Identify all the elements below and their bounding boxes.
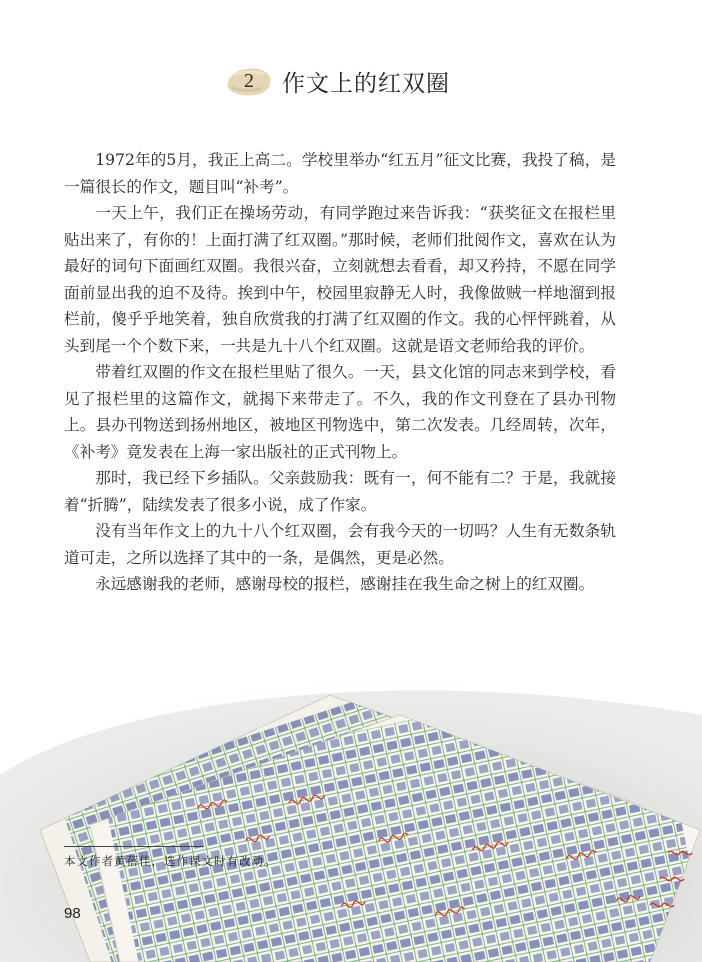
paragraph: 一天上午，我们正在操场劳动，有同学跑过来告诉我：“获奖征文在报栏里贴出来了，有你的！上面打满了红双圈。”那时候，老师们批阅作文，喜欢在认为最好的词句下面画红双圈。我很兴奋，立刻就想去看看，却又矜持，不愿在同学面前显出我的迫不及待。挨到中午，校园里寂静无人时，我像做贼一样地溜到报栏前，傻乎乎地笑着，独自欣赏我的打满了红双圈的作文。我的心怦怦跳着，从头到尾一个个数下来，一共是九十八个红双圈。这就是语文老师给我的评价。 — [64, 204, 616, 355]
footnote-divider — [64, 846, 204, 847]
article-body — [64, 147, 616, 598]
paragraph: 带着红双圈的作文在报栏里贴了很久。一天，县文化馆的同志来到学校，看见了报栏里的这篇作文，就揭下来带走了。不久，我的作文刊登在了县办刊物上。县办刊物送到扬州地区，被地区刊物选中，第二次发表。几经周转，次年，《补考》竟发表在上海一家出版社的正式刊物上。 — [64, 363, 616, 461]
paragraph: 1972年的5月，我正上高二。学校里举办“红五月”征文比赛，我投了稿，是一篇很长的作文，题目叫“补考”。 — [64, 151, 616, 196]
lesson-heading — [224, 60, 450, 102]
essay-paper-illustration — [0, 655, 702, 962]
lesson-number-badge — [224, 61, 274, 101]
lesson-number: 2 — [244, 69, 254, 92]
paragraph: 没有当年作文上的九十八个红双圈，会有我今天的一切吗？人生有无数条轨道可走，之所以选择了其中的一条，是偶然，更是必然。 — [64, 522, 616, 567]
page-number: 98 — [64, 905, 81, 922]
paragraph: 那时，我已经下乡插队。父亲鼓励我：既有一，何不能有二？于是，我就接着“折腾”，陆续发表了很多小说，成了作家。 — [64, 469, 616, 514]
paragraph: 永远感谢我的老师，感谢母校的报栏，感谢挂在我生命之树上的红双圈。 — [95, 575, 595, 593]
lesson-title: 作文上的红双圈 — [282, 70, 450, 97]
footnote: 本文作者黄蓓佳，选作课文时有改动。 — [64, 854, 277, 868]
